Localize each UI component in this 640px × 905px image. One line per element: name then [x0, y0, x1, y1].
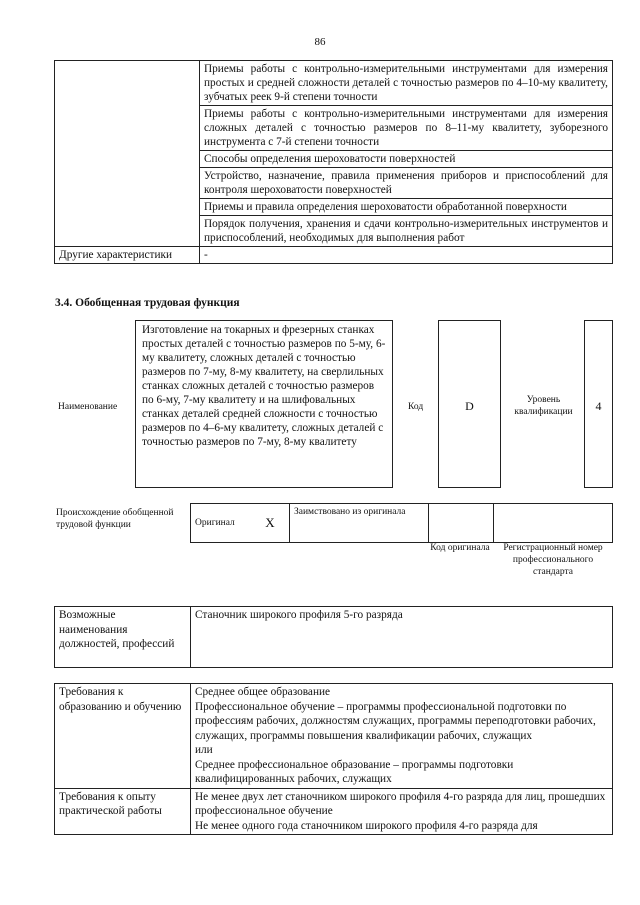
education-value [191, 684, 613, 789]
table-row [55, 607, 613, 668]
education-line: Среднее общее образование [195, 686, 331, 698]
table-row [55, 61, 613, 106]
requirements-table [54, 683, 613, 835]
education-line: Профессиональное обучение – программы профессиональной подготовки по профессиям рабочих, должностям служащих, программы переподготовки рабочих, служащих, программы повышения квалификации рабочих, служащих [195, 700, 596, 742]
positions-table [54, 606, 613, 668]
experience-line: Не менее одного года станочником широкого профиля 4-го разряда для [195, 819, 538, 832]
other-characteristics-value: - [200, 247, 613, 264]
code-label: Код [408, 402, 424, 412]
knowledge-label-cell [55, 61, 200, 247]
knowledge-item: Порядок получения, хранения и сдачи контрольно-измерительных инструментов и приспособлений, необходимых для выполнения работ [200, 216, 613, 247]
original-mark: X [251, 504, 290, 543]
experience-value [191, 788, 613, 835]
borrowed-label: Заимствовано из оригинала [290, 504, 429, 543]
experience-line: Не менее двух лет станочником широкого профиля 4-го разряда для лиц, прошедших профессиональное обучение [195, 790, 606, 817]
knowledge-table [54, 60, 613, 264]
level-label: Уровень квалификации [514, 395, 573, 417]
experience-label: Требования к опыту практической работы [55, 788, 191, 835]
table-row [191, 504, 613, 543]
name-label: Наименование [58, 402, 118, 412]
reg-number-label: Регистрационный номер профессионального стандарта [503, 543, 603, 577]
origin-label: Происхождение обобщенной трудовой функции [56, 508, 174, 530]
code-original-cell [429, 504, 494, 543]
level-value: 4 [584, 320, 613, 488]
page-number: 86 [314, 36, 326, 48]
knowledge-item: Способы определения шероховатости поверхностей [200, 151, 613, 168]
code-value: D [438, 320, 501, 488]
code-original-label: Код оригинала [430, 543, 490, 553]
section-heading: 3.4. Обобщенная трудовая функция [55, 297, 240, 309]
origin-table [190, 503, 613, 543]
education-label: Требования к образованию и обучению [55, 684, 191, 789]
education-line: Среднее профессиональное образование – программы подготовки квалифицированных рабочих, служащих [195, 758, 514, 785]
table-row [55, 247, 613, 264]
knowledge-item: Приемы и правила определения шероховатости обработанной поверхности [200, 199, 613, 216]
function-name-box: Изготовление на токарных и фрезерных станках простых деталей с точностью размеров по 5-му, 6-му квалитету, сложных деталей с точностью размеров по 7-му, 8-му квалитету, на сверлильных станках сложных деталей с точностью размеров по 6-му, 7-му квалитету и на шлифовальных станках деталей средней сложности с точностью размеров по 4–6-му квалитету, сложных деталей с точностью размеров по 7-му, 8-му квалитету [135, 320, 393, 488]
table-row [55, 788, 613, 835]
other-characteristics-label: Другие характеристики [55, 247, 200, 264]
positions-value: Станочник широкого профиля 5-го разряда [191, 607, 613, 668]
knowledge-item: Приемы работы с контрольно-измерительными инструментами для измерения сложных деталей с точностью размеров по 8–11-му квалитету, зуборезного инструмента с 7-й степени точности [200, 106, 613, 151]
knowledge-item: Приемы работы с контрольно-измерительными инструментами для измерения простых и средней сложности деталей с точностью размеров по 4–10-му квалитету, зубчатых реек 9-й степени точности [200, 61, 613, 106]
table-row [55, 684, 613, 789]
positions-label: Возможные наименования должностей, профессий [55, 607, 191, 668]
original-label: Оригинал [191, 504, 252, 543]
education-line: или [195, 744, 213, 756]
reg-number-cell [494, 504, 613, 543]
knowledge-item: Устройство, назначение, правила применения приборов и приспособлений для контроля шероховатости поверхностей [200, 168, 613, 199]
